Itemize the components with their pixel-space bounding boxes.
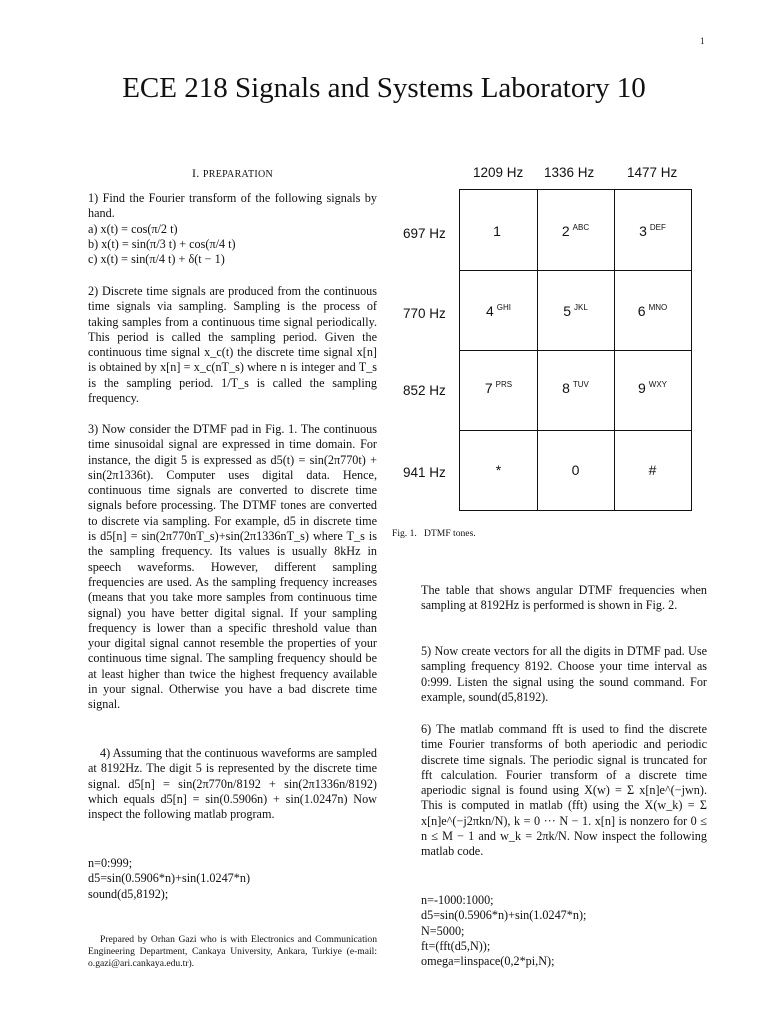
p6-text: 6) The matlab command fft is used to find the discrete time Fourier transforms of both aperiodic and periodic discrete time signals. The periodic signal is truncated for fft calculation. Fourier transform of a discrete time aperiodic signal is found using X(w) = Σ x[n]e^(−jwn). This is computed in matlab (fft) using the X(w_k) = Σ x[n]e^(−j2πkn/N), k = 0 ··· N − 1. x[n] is nonzero for 0 ≤ n ≤ M − 1 and w_k = 2πk/N. Now inspect the following matlab code. <box>421 722 707 859</box>
paragraph-5 <box>421 644 707 705</box>
section-heading <box>88 166 377 181</box>
key-4: 4 $^{GHI}$ <box>485 303 512 319</box>
code-line: n=-1000:1000; <box>421 893 494 907</box>
p4-text: 4) Assuming that the continuous waveforms are sampled at 8192Hz. The digit 5 is represented by the discrete time signal. d5[n] = sin(2π770n/8192 + sin(2π1336n/8192) which equals d5[n] = sin(0.5906n) + sin(1.0247n) Now inspect the following matlab program. <box>88 746 377 822</box>
code-line: d5=sin(0.5906*n)+sin(1.0247*n) <box>88 871 251 886</box>
p-table-text: The table that shows angular DTMF frequencies when sampling at 8192Hz is performed is shown in Fig. 2. <box>421 583 707 613</box>
row-freq-770: 770 Hz <box>403 306 446 321</box>
key-hash: # <box>648 462 657 478</box>
code-line: n=0:999; <box>88 856 133 870</box>
p1-line-1: 1) Find the Fourier transform of the following signals by hand. <box>88 191 377 221</box>
footnote-text: Prepared by Orhan Gazi who is with Electronics and Communication Engineering Department, Cankaya University, Ankara, Turkiye (e-mail: o.gazi@ari.cankaya.edu.tr). <box>88 934 377 969</box>
key-1: 1 <box>493 223 501 239</box>
paragraph-table-ref <box>421 583 707 614</box>
p2-text: 2) Discrete time signals are produced from the continuous time signals via sampling. Sampling is the process of taking samples from a continuous time signal periodically. This period is called the sampling period. Given the continuous time signal x_c(t) the discrete time signal x[n] is obtained by x[n] = x_c(nT_s) where n is integer and T_s is the sampling period. 1/T_s is called the sampling frequency. <box>88 284 377 406</box>
key-5: 5 $^{JKL}$ <box>563 303 588 319</box>
caption-label: Fig. 1. <box>392 528 417 539</box>
p1-line-a: a) x(t) = cos(π/2 t) <box>88 221 178 236</box>
code-line: d5=sin(0.5906*n)+sin(1.0247*n); <box>421 908 587 923</box>
code-line: omega=linspace(0,2*pi,N); <box>421 954 555 969</box>
paper-title: ECE 218 Signals and Systems Laboratory 10 <box>122 72 646 104</box>
p5-text: 5) Now create vectors for all the digits in DTMF pad. Use sampling frequency 8192. Choose your time interval as 0:999. Listen the signal using the sound command. For example, sound(d5,8192). <box>421 644 707 704</box>
code-block-right <box>421 893 707 969</box>
key-9: 9 $^{WXY}$ <box>637 380 668 396</box>
code-line: sound(d5,8192); <box>88 886 169 901</box>
row-freq-941: 941 Hz <box>403 465 446 480</box>
key-7: 7 $^{PRS}$ <box>484 380 513 396</box>
p1-line-c: c) x(t) = sin(π/4 t) + δ(t − 1) <box>88 252 225 267</box>
row-freq-697: 697 Hz <box>403 226 446 241</box>
key-3: 3 $^{DEF}$ <box>639 223 666 239</box>
page-number: 1 <box>700 36 705 46</box>
key-0: 0 <box>571 462 580 478</box>
col-freq-1336: 1336 Hz <box>544 165 595 180</box>
p3-text: 3) Now consider the DTMF pad in Fig. 1. The continuous time sinusoidal signal are expressed in time domain. For instance, the digit 5 is expressed as d5(t) = sin(2π770t) + sin(2π1336t). Computer uses digital data. Hence, continuous time signals are converted to discrete time signals before processing. The DTMF tones are converted to discrete via sampling. For example, d5 in discrete time is d5[n] = sin(2π770nT_s)+sin(2π1336nT_s) where T_s is the sampling frequency. Its values is usually 8kHz in speech waveforms. However, different sampling frequencies are used. As the sampling frequency increases (means that you take more samples from continuous time signal) you have better digital signal. If your sampling frequency is lower than a specific threshold value than your digital signal cannot resemble the properties of your continuous time signal. The sampling frequency should be at least higher than twice the highest frequency available in your signal. Otherwise you have a bad discrete time signal. <box>88 422 377 712</box>
code-line: N=5000; <box>421 923 465 938</box>
caption-text: DTMF tones. <box>424 528 476 539</box>
paragraph-3 <box>88 422 377 713</box>
key-2: 2 $^{ABC}$ <box>561 223 590 239</box>
key-star: * <box>495 462 502 478</box>
paragraph-2 <box>88 284 377 406</box>
row-freq-852: 852 Hz <box>403 383 446 398</box>
col-freq-1477: 1477 Hz <box>627 165 678 180</box>
figure-caption <box>392 528 476 539</box>
key-8: 8 $^{TUV}$ <box>562 380 589 396</box>
paragraph-4 <box>88 746 377 822</box>
author-footnote <box>88 934 377 970</box>
paragraph-1 <box>88 191 377 267</box>
dtmf-grid <box>459 189 692 511</box>
p1-line-b: b) x(t) = sin(π/3 t) + cos(π/4 t) <box>88 236 236 251</box>
key-6: 6 $^{MNO}$ <box>637 303 668 319</box>
section-numeral: I. <box>191 166 200 180</box>
code-block-left <box>88 856 377 902</box>
section-name: PREPARATION <box>202 169 274 180</box>
code-line: ft=(fft(d5,N)); <box>421 938 491 953</box>
col-freq-1209: 1209 Hz <box>473 165 524 180</box>
paragraph-6 <box>421 722 707 860</box>
